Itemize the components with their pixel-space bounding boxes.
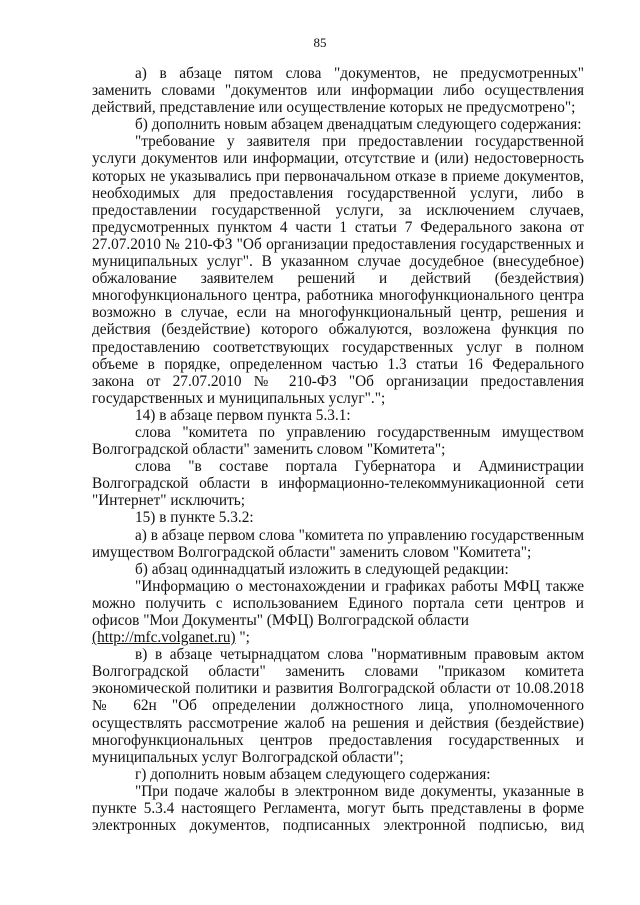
paragraph: "При подаче жалобы в электронном виде документы, указанные в пункте 5.3.4 настоящего Регламента, могут быть представлены в форме электронных документов, подписанных электронной подписью, вид <box>92 782 584 835</box>
paragraph <box>92 629 584 646</box>
paragraph: 14) в абзаце первом пункта 5.3.1: <box>135 406 351 424</box>
paragraph: 15) в пункте 5.3.2: <box>135 509 254 527</box>
paragraph: в) в абзаце четырнадцатом слова "нормативным правовым актом Волгоградской области" заменить словами "приказом комитета экономической политики и развития Волгоградской области от 10.08.2018 № 62н "Об определении должностного лица, уполномоченного осуществлять рассмотрение жалоб на решения и действия (бездействие) многофункциональных центров предоставления государственных и муниципальных услуг Волгоградской области"; <box>92 646 584 766</box>
paragraph: б) дополнить новым абзацем двенадцатым следующего содержания: <box>135 116 582 134</box>
paragraph: "Информацию о местонахождении и графиках работы МФЦ также можно получить с использованием Единого портала сети центров и офисов "Мои Документы" (МФЦ) Волгоградской области <box>92 577 584 629</box>
paragraph: а) в абзаце первом слова "комитета по управлению государственным имуществом Волгоградской области" заменить словом "Комитета"; <box>92 526 584 561</box>
paragraph: "требование у заявителя при предоставлении государственной услуги документов или информации, отсутствие и (или) недостоверность которых не указывались при первоначальном отказе в приеме документов, необходимых для предоставления государственной услуги, либо в предоставлении государственной услуги, за исключением случаев, предусмотренных пунктом 4 части 1 статьи 7 Федерального закона от 27.07.2010 № 210-ФЗ "Об организации предоставления государственных и муниципальных услуг". В указанном случае досудебное (внесудебное) обжалование заявителем решений и действий (бездействия) многофункционального центра, работника многофункционального центра возможно в случае, если на многофункциональный центр, решения и действия (бездействие) которого обжалуются, возложена функция по предоставлению соответствующих государственных услуг в полном объеме в порядке, определенном частью 1.3 статьи 16 Федерального закона от 27.07.2010 № 210-ФЗ "Об организации предоставления государственных и муниципальных услуг"."; <box>92 133 584 407</box>
page-number: 85 <box>313 35 327 50</box>
paragraph: г) дополнить новым абзацем следующего содержания: <box>135 765 491 783</box>
document-body <box>92 65 584 834</box>
mfc-link[interactable]: (http://mfc.volganet.ru) <box>92 629 236 647</box>
paragraph: б) абзац одиннадцатый изложить в следующей редакции: <box>135 560 509 578</box>
paragraph: слова "комитета по управлению государственным имуществом Волгоградской области" заменить словом "Комитета"; <box>92 423 584 459</box>
paragraph: а) в абзаце пятом слова "документов, не предусмотренных" заменить словами "документов или информации либо осуществления действий, представление или осуществление которых не предусмотрено"; <box>92 65 584 117</box>
paragraph: слова "в составе портала Губернатора и Администрации Волгоградской области в информационно-телекоммуникационной сети "Интернет" исключить; <box>92 458 584 510</box>
paragraph-text: "; <box>235 629 250 647</box>
